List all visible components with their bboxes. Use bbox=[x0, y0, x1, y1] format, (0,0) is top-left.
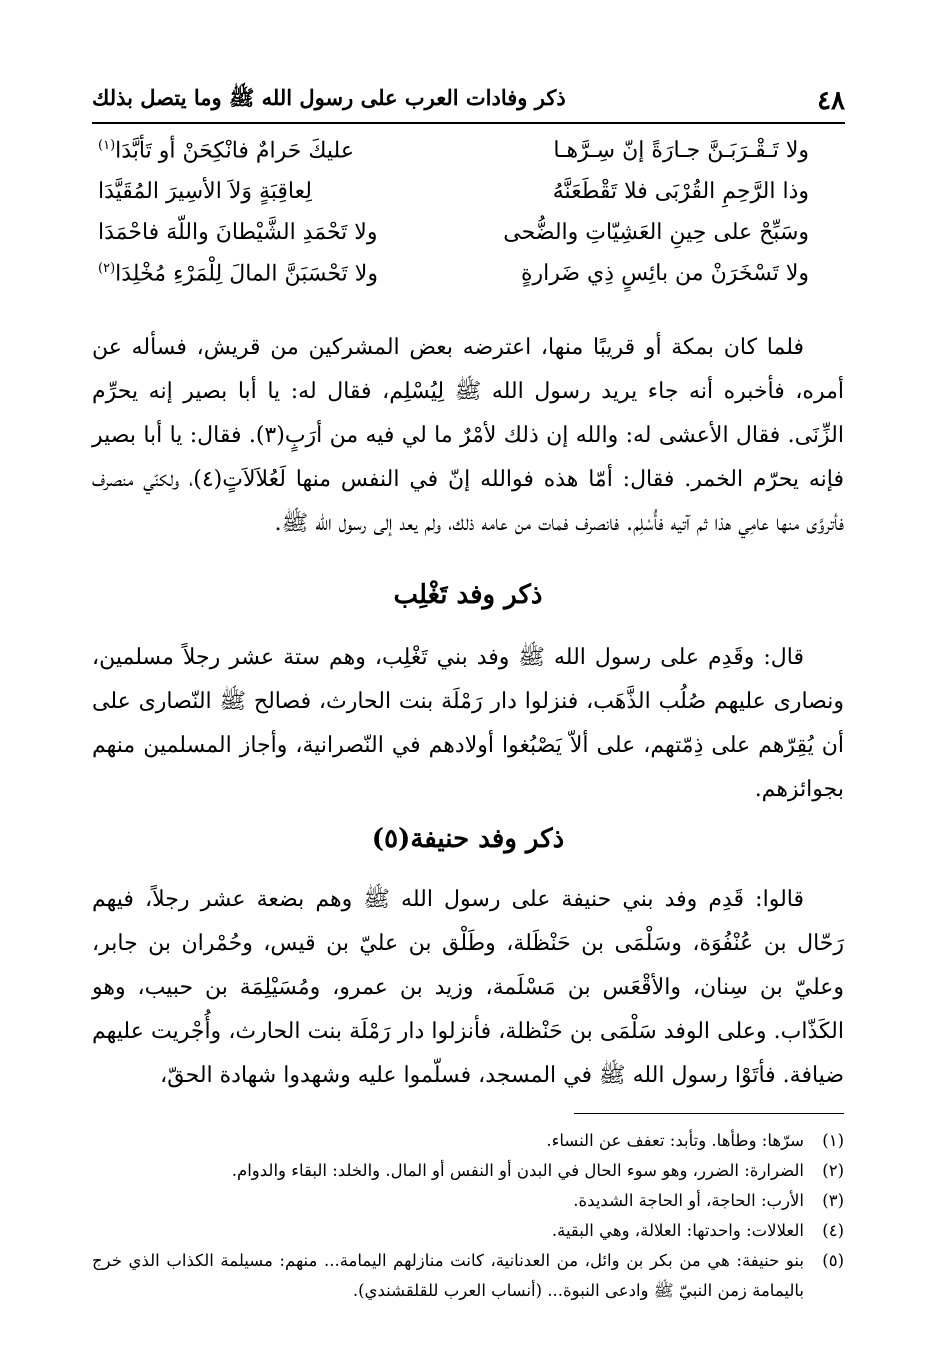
poem-second-hemistich bbox=[98, 179, 439, 220]
poem-first-hemistich: وسَبِّحْ على حِينِ العَشِيّاتِ والضُّحى bbox=[503, 220, 809, 245]
poem-hemistich-text: ولا تَحْسَبَنَّ المالَ لِلْمَرْءِ مُخْلِدَا bbox=[115, 261, 378, 287]
poem-first-hemistich: ولا تَـقْـرَبَـنَّ جـارَةً إنّ سِـرَّهـا bbox=[553, 138, 809, 163]
poem bbox=[98, 138, 809, 302]
poem-hemistich-text: عليكَ حَرامٌ فانْكِحَنْ أو تَأبَّدَا bbox=[115, 138, 354, 164]
footnote bbox=[92, 1216, 844, 1246]
footnote bbox=[92, 1246, 844, 1306]
footnote-number: (٥) bbox=[822, 1251, 844, 1270]
poem-second-hemistich bbox=[98, 138, 439, 179]
poem-hemistich-text: لِعاقِبَةٍ وَلاَ الأسِيرَ المُقَيَّدَا bbox=[98, 179, 312, 204]
footnote-marker: (١) bbox=[98, 138, 116, 153]
paragraph-hanifa: قالوا: قَدِم وفد بني حنيفة على رسول الله ﷺ وهم بضعة عشر رجلاً، فيهم رَحّال بن عُنْفُوَة، وسَلْمَى بن حَنْظَلة، وطَلْق بن عليّ بن قيس، وحُمْران بن جابر، وعليّ بن سِنان، والأقْعَس بن مَسْلَمة، وزيد بن عمرو، ومُسَيْلِمَة بن حبيب، وهو الكَذّاب. وعلى الوفد سَلْمَى بن حَنْظلة، فأنزلوا دار رَمْلَة بنت الحارث، وأُجْريت عليهم ضيافة. فأتَوْا رسول الله ﷺ في المسجد، فسلّموا عليه وشهدوا شهادة الحقّ، bbox=[92, 887, 845, 1088]
footnote-number: (٣) bbox=[822, 1191, 844, 1210]
poem-first-hemistich: ولا تَسْخَرَنْ من بائِسٍ ذِي ضَرارةٍ bbox=[520, 261, 809, 286]
footnote-divider bbox=[574, 1113, 844, 1114]
footnote-text: العلالات: واحدتها: العلالة، وهي البقية. bbox=[551, 1221, 804, 1240]
page-number: ٤٨ bbox=[817, 86, 845, 116]
footnote-text: الأرب: الحاجة، أو الحاجة الشديدة. bbox=[573, 1191, 804, 1210]
footnote bbox=[92, 1186, 844, 1216]
poem-line bbox=[98, 261, 809, 302]
running-head-title: ذكر وفادات العرب على رسول الله ﷺ وما يتصل بذلك bbox=[92, 85, 566, 110]
running-head bbox=[92, 80, 845, 124]
paragraph-taghlib: قال: وقَدِم على رسول الله ﷺ وفد بني تَغْلِب، وهم ستة عشر رجلاً مسلمين، ونصارى عليهم صُلُب الذَّهَب، فنزلوا دار رَمْلَة بنت الحارث، فصالح ﷺ النّصارى على أن يُقِرّهم على ذِمّتهم، على ألاّ يَصْبُغوا أولادهم في النّصرانية، وأجاز المسلمين منهم بجوائزهم. bbox=[92, 645, 844, 802]
poem-hemistich-text: ولا تَحْمَدِ الشَّيْطانَ واللّهَ فاحْمَدَا bbox=[98, 220, 378, 245]
footnote-text: الضرارة: الضرر، وهو سوء الحال في البدن أو النفس أو المال. والخلد: البقاء والدوام. bbox=[231, 1161, 804, 1180]
poem-first-hemistich: وذا الرَّحِمِ القُرْبَى فلا تَقْطَعَنَّهُ bbox=[552, 179, 809, 204]
section-heading-hanifa: ذكر وفد حنيفة(٥) bbox=[371, 824, 565, 854]
footnote-number: (٤) bbox=[822, 1221, 844, 1240]
footnote bbox=[92, 1126, 844, 1156]
poem-line bbox=[98, 179, 809, 220]
poem-line bbox=[98, 138, 809, 179]
section-heading-taghlib: ذكر وفد تَغْلِب bbox=[393, 580, 543, 610]
poem-second-hemistich bbox=[98, 261, 439, 302]
footnote-text: سرّها: وطأها. وتأبد: تعفف عن النساء. bbox=[546, 1131, 804, 1150]
poem-line bbox=[98, 220, 809, 261]
paragraph-asha-story: فلما كان بمكة أو قريبًا منها، اعترضه بعض المشركين من قريش، فسأله عن أمره، فأخبره أنه جاء يريد رسول الله ﷺ لِيُسْلِم، فقال له: يا أبا بصير إنه يحرِّم الزِّنَى. فقال الأعشى له: والله إن ذلك لأمْرٌ ما لي فيه من أرَبٍ(٣). فقال: يا أبا بصير فإنه يحرّم الخمر. فقال: أمّا هذه فوالله إنّ في النفس منها لَعُلاَلاَتٍ(٤)، ولكنّي منصرف فأتروَّى منها عامِي هذا ثم آتيه فأُسْلِم. فانصرف فمات من عامه ذلك، ولم يعد إلى رسول الله ﷺ. bbox=[92, 335, 844, 536]
footnote-text: بنو حنيفة: هي من بكر بن وائل، من العدنانية، كانت منازلهم اليمامة... منهم: مسيلمة الكذاب الذي خرج باليمامة زمن النبيّ ﷺ وادعى النبوة... (أنساب العرب للقلقشندي). bbox=[92, 1251, 804, 1300]
footnote bbox=[92, 1156, 844, 1186]
footnote-number: (١) bbox=[822, 1131, 844, 1150]
footnotes bbox=[92, 1126, 844, 1306]
poem-second-hemistich bbox=[98, 220, 439, 261]
footnote-number: (٢) bbox=[822, 1161, 844, 1180]
footnote-marker: (٢) bbox=[98, 261, 116, 276]
